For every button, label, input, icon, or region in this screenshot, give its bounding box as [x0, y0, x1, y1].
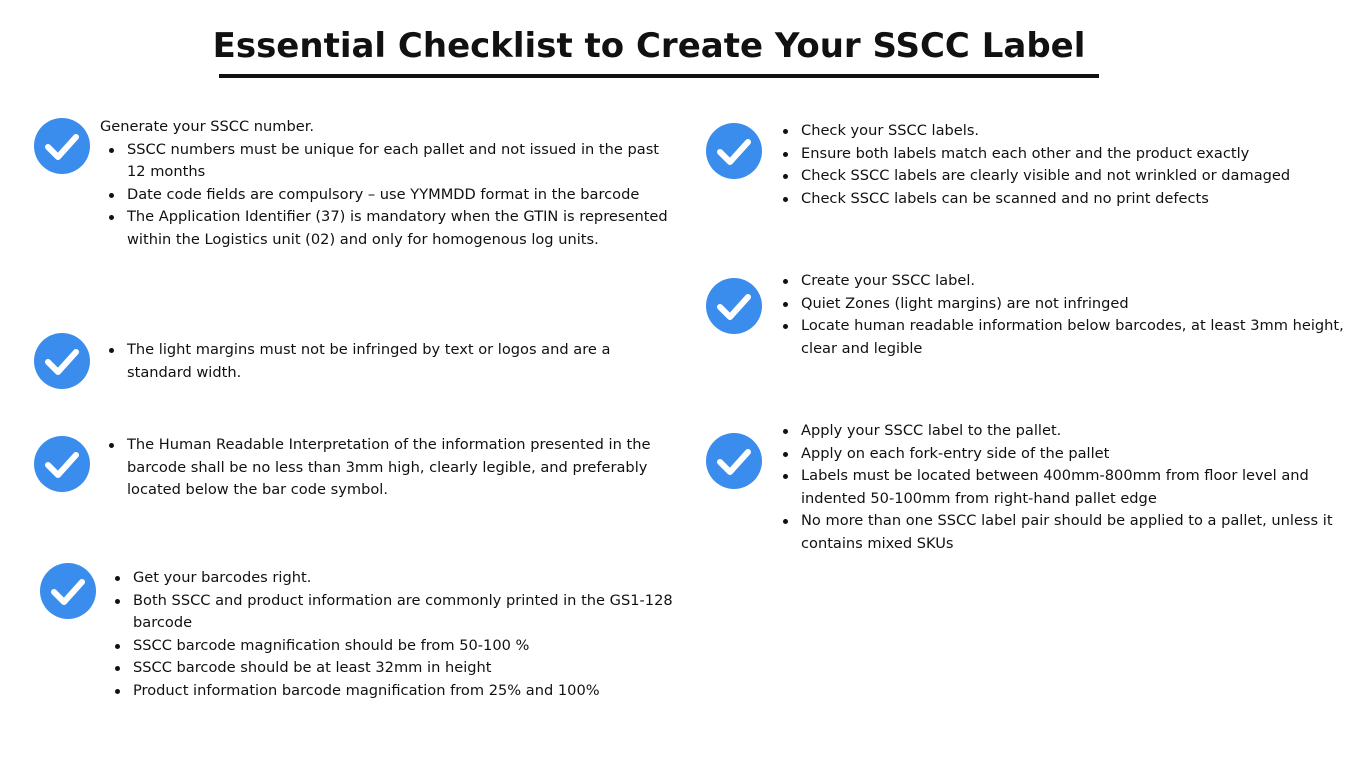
list-item: Product information barcode magnification from 25% and 100%: [106, 680, 676, 703]
bullet-list: [100, 139, 670, 252]
list-item: SSCC barcode magnification should be from 50-100 %: [106, 635, 676, 658]
list-item: The Human Readable Interpretation of the information presented in the barcode shall be no less than 3mm high, clearly legible, and preferably located below the bar code symbol.: [100, 434, 670, 502]
page-title: Essential Checklist to Create Your SSCC Label: [212, 26, 1086, 66]
checklist-item-light-margins: [100, 339, 650, 384]
checklist-item-human-readable: [100, 434, 670, 502]
checklist-item-heading: Generate your SSCC number.: [100, 118, 315, 135]
bullet-list: [100, 339, 650, 384]
list-item: Labels must be located between 400mm-800mm from floor level and indented 50-100mm from right-hand pallet edge: [774, 465, 1354, 510]
list-item: No more than one SSCC label pair should be applied to a pallet, unless it contains mixed SKUs: [774, 510, 1354, 555]
bullet-list: [774, 270, 1354, 360]
check-circle-icon: [34, 436, 90, 492]
list-item: Ensure both labels match each other and the product exactly: [774, 143, 1354, 166]
list-item: Apply on each fork-entry side of the pallet: [774, 443, 1354, 466]
check-circle-icon: [34, 333, 90, 389]
list-item: Both SSCC and product information are commonly printed in the GS1-128 barcode: [106, 590, 676, 635]
checklist-item-generate-sscc: [100, 116, 670, 251]
check-circle-icon: [706, 278, 762, 334]
list-item: Quiet Zones (light margins) are not infringed: [774, 293, 1354, 316]
checklist-item-check-labels: [774, 120, 1354, 210]
list-item: SSCC numbers must be unique for each pallet and not issued in the past 12 months: [100, 139, 670, 184]
list-item: Apply your SSCC label to the pallet.: [774, 420, 1354, 443]
list-item: Get your barcodes right.: [106, 567, 676, 590]
list-item: The Application Identifier (37) is mandatory when the GTIN is represented within the Logistics unit (02) and only for homogenous log units.: [100, 206, 670, 251]
check-circle-icon: [34, 118, 90, 174]
list-item: The light margins must not be infringed by text or logos and are a standard width.: [100, 339, 650, 384]
checklist-item-barcodes: [106, 567, 676, 702]
bullet-list: [774, 120, 1354, 210]
bullet-list: [106, 567, 676, 702]
list-item: Check SSCC labels can be scanned and no print defects: [774, 188, 1354, 211]
check-circle-icon: [40, 563, 96, 619]
check-circle-icon: [706, 123, 762, 179]
check-circle-icon: [706, 433, 762, 489]
list-item: Create your SSCC label.: [774, 270, 1354, 293]
list-item: SSCC barcode should be at least 32mm in height: [106, 657, 676, 680]
title-underline: [219, 74, 1099, 78]
list-item: Date code fields are compulsory – use YYMMDD format in the barcode: [100, 184, 670, 207]
checklist-item-create-label: [774, 270, 1354, 360]
bullet-list: [774, 420, 1354, 555]
checklist-item-apply-label: [774, 420, 1354, 555]
bullet-list: [100, 434, 670, 502]
list-item: Check your SSCC labels.: [774, 120, 1354, 143]
list-item: Check SSCC labels are clearly visible and not wrinkled or damaged: [774, 165, 1354, 188]
list-item: Locate human readable information below barcodes, at least 3mm height, clear and legible: [774, 315, 1354, 360]
